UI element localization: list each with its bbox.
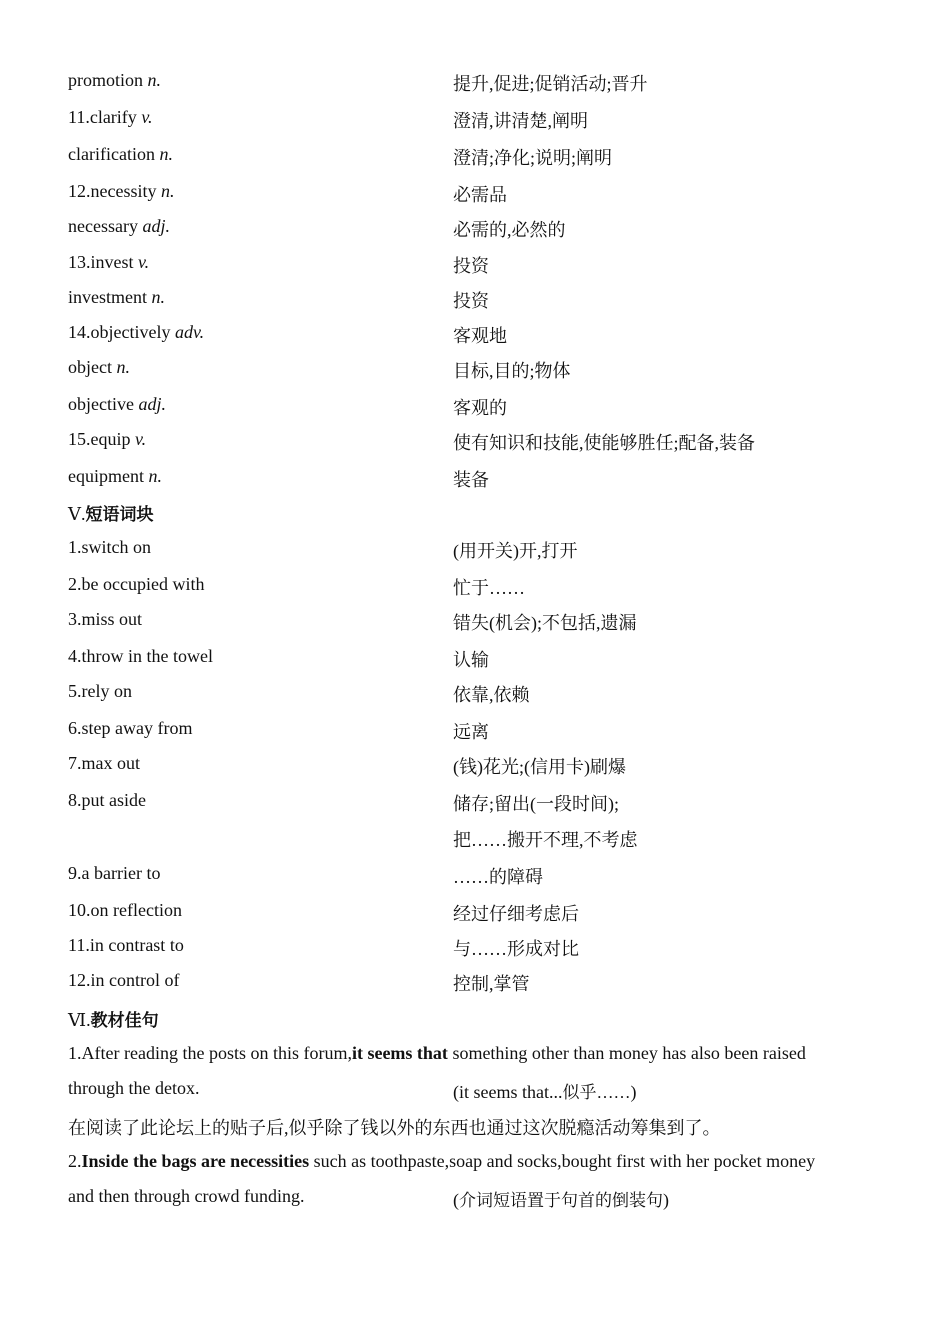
vocab-meaning: 澄清,讲清楚,阐明 [453,111,588,131]
vocab-row [68,287,868,313]
phrase-term: 11.in contrast to [68,935,184,955]
phrase-meaning: 认输 [453,650,489,670]
phrase-row [68,609,868,635]
phrase-row [68,790,868,816]
phrase-meaning: 与……形成对比 [453,939,579,959]
phrase-meaning: 忙于…… [453,578,525,598]
phrase-term: 9.a barrier to [68,863,161,883]
sentence-1-line-2: through the detox. [68,1078,200,1098]
part-of-speech: v. [138,252,150,272]
vocab-term: necessary adj. [68,216,170,236]
part-of-speech: adj. [138,394,166,414]
vocab-row [68,107,868,133]
part-of-speech: n. [160,181,175,201]
vocab-row [68,252,868,278]
part-of-speech: n. [148,466,162,486]
vocab-meaning: 投资 [453,256,489,276]
vocab-row [68,70,868,96]
key-pattern: Inside the bags are necessities [81,1151,310,1171]
part-of-speech: n. [147,70,161,90]
phrase-row [68,970,868,996]
phrase-row [68,900,868,926]
vocab-meaning: 目标,目的;物体 [453,361,571,381]
vocab-row [68,466,868,492]
sentence-2-line-1: 2.Inside the bags are necessities such as toothpaste,soap and socks,bought first with her pocket money [68,1151,816,1171]
sentence-1-line-1: 1.After reading the posts on this forum,it seems that something other than money has also been raised [68,1043,806,1063]
part-of-speech: adj. [142,216,170,236]
vocab-row [68,181,868,207]
phrase-term: 2.be occupied with [68,574,205,594]
part-of-speech: adv. [174,322,205,342]
part-of-speech: n. [151,287,165,307]
part-of-speech: n. [159,144,173,164]
phrase-term: 10.on reflection [68,900,182,920]
section-heading-sentences [68,1006,159,1031]
vocab-meaning: 必需的,必然的 [453,220,566,240]
section-title: 短语词块 [85,505,154,525]
section-number: Ⅴ. [68,504,86,524]
vocab-meaning: 提升,促进;促销活动;晋升 [453,74,648,94]
phrase-term: 4.throw in the towel [68,646,213,666]
vocab-row [68,322,868,348]
phrase-term: 8.put aside [68,790,146,810]
phrase-row [68,863,868,889]
vocab-term: 11.clarify v. [68,107,153,127]
phrase-term: 12.in control of [68,970,180,990]
section-number: Ⅵ. [68,1010,91,1030]
part-of-speech: v. [141,107,153,127]
phrase-meaning: (钱)花光;(信用卡)刷爆 [453,757,626,777]
vocab-meaning: 客观的 [453,398,507,418]
sentence-2-line-2: and then through crowd funding. [68,1186,305,1206]
key-pattern: it seems that [351,1043,448,1063]
phrase-row [68,646,868,672]
phrase-term: 3.miss out [68,609,143,629]
vocab-meaning: 使有知识和技能,使能够胜任;配备,装备 [453,433,755,453]
vocab-term: investment n. [68,287,165,307]
vocab-term: 15.equip v. [68,429,147,449]
vocab-term: object n. [68,357,130,377]
phrase-row [68,753,868,779]
vocab-term: 12.necessity n. [68,181,175,201]
vocab-row [68,144,868,170]
section-title: 教材佳句 [90,1011,159,1031]
phrase-term: 1.switch on [68,537,151,557]
vocab-row [68,216,868,242]
phrase-row [68,681,868,707]
vocab-meaning: 必需品 [453,185,507,205]
sentence-1-note: (it seems that...似乎……) [453,1082,637,1102]
part-of-speech: v. [135,429,147,449]
vocab-term: equipment n. [68,466,162,486]
phrase-row [68,718,868,744]
vocab-meaning: 投资 [453,291,489,311]
phrase-meaning: 远离 [453,722,489,742]
vocab-term: promotion n. [68,70,161,90]
vocab-term: objective adj. [68,394,166,414]
vocab-row [68,394,868,420]
phrase-meaning: ……的障碍 [453,867,543,887]
vocab-meaning: 客观地 [453,326,507,346]
phrase-term: 7.max out [68,753,140,773]
phrase-term: 6.step away from [68,718,193,738]
vocab-term: 14.objectively adv. [68,322,205,342]
part-of-speech: n. [116,357,130,377]
vocab-meaning: 装备 [453,470,489,490]
phrase-row [68,574,868,600]
phrase-meaning: 控制,掌管 [453,974,530,994]
phrase-row [68,537,868,563]
phrase-meaning: 储存;留出(一段时间); [453,794,619,814]
vocab-meaning: 澄清;净化;说明;阐明 [453,148,613,168]
phrase-term: 5.rely on [68,681,132,701]
vocab-term: 13.invest v. [68,252,150,272]
vocab-row [68,357,868,383]
section-heading-phrases [68,500,154,525]
phrase-row [68,935,868,961]
sentence-1-translation: 在阅读了此论坛上的贴子后,似乎除了钱以外的东西也通过这次脱瘾活动筹集到了。 [68,1118,721,1138]
vocab-term: clarification n. [68,144,173,164]
phrase-meaning: 经过仔细考虑后 [453,904,579,924]
phrase-meaning: 依靠,依赖 [453,685,530,705]
phrase-row [68,826,868,852]
vocab-row [68,429,868,455]
phrase-meaning: 把……搬开不理,不考虑 [453,830,638,850]
sentence-2-note: (介词短语置于句首的倒装句) [453,1190,669,1210]
phrase-meaning: (用开关)开,打开 [453,541,578,561]
phrase-meaning: 错失(机会);不包括,遗漏 [453,613,637,633]
